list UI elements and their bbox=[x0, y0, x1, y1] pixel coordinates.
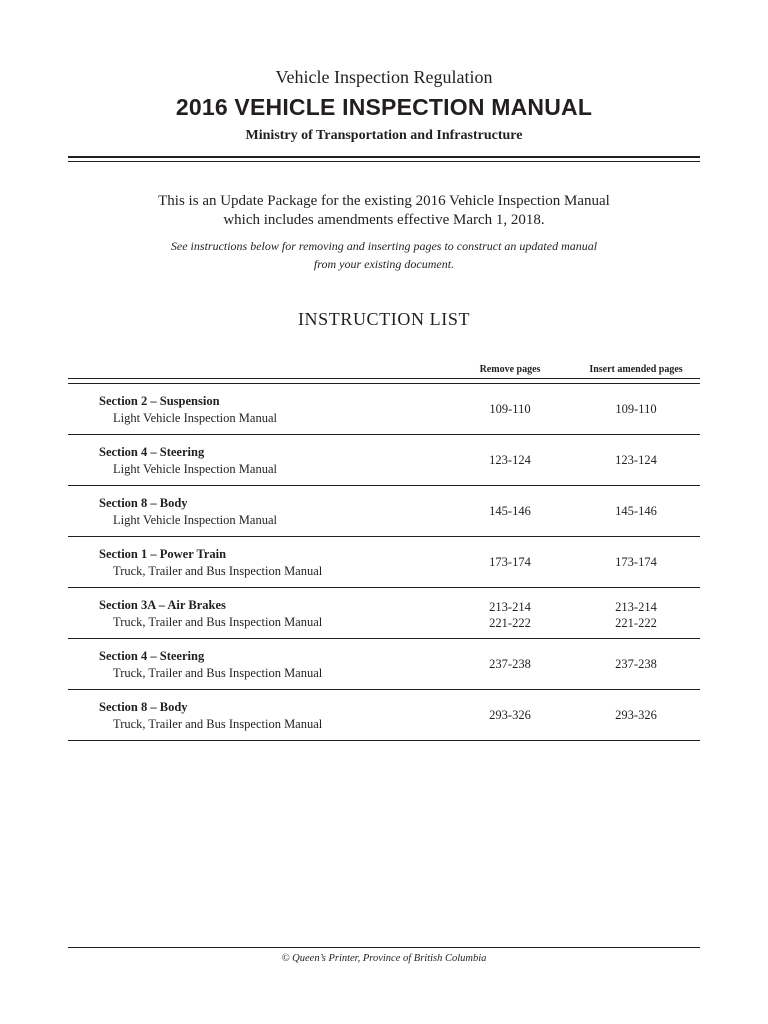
remove-pages-cell bbox=[460, 401, 560, 417]
copyright-footer: © Queen’s Printer, Province of British Columbia bbox=[281, 953, 487, 964]
remove-pages-cell bbox=[460, 554, 560, 570]
ministry-name: Ministry of Transportation and Infrastructure bbox=[245, 128, 523, 143]
manual-name: Truck, Trailer and Bus Inspection Manual bbox=[113, 717, 323, 731]
intro-line-2: which includes amendments effective March 1, 2018. bbox=[223, 212, 545, 228]
page-range: 213-214 bbox=[489, 600, 531, 614]
table-row bbox=[68, 486, 700, 537]
manual-name: Light Vehicle Inspection Manual bbox=[113, 462, 277, 476]
instructions-note-line-2: from your existing document. bbox=[313, 257, 455, 271]
table-row bbox=[68, 690, 700, 741]
insert-pages-cell bbox=[575, 656, 697, 672]
instructions-note-line-1: See instructions below for removing and inserting pages to construct an updated manual bbox=[170, 239, 598, 253]
manual-name: Light Vehicle Inspection Manual bbox=[113, 513, 277, 527]
section-name: Section 3A – Air Brakes bbox=[99, 598, 226, 612]
insert-pages-cell bbox=[575, 554, 697, 570]
header-divider-thin bbox=[68, 161, 700, 162]
page-range: 293-326 bbox=[615, 708, 657, 722]
page-range: 123-124 bbox=[489, 453, 531, 467]
page-range: 221-222 bbox=[615, 616, 657, 630]
section-name: Section 2 – Suspension bbox=[99, 394, 220, 408]
instruction-list-heading: INSTRUCTION LIST bbox=[297, 309, 471, 329]
table-row bbox=[68, 384, 700, 435]
section-name: Section 4 – Steering bbox=[99, 649, 205, 663]
footer-divider bbox=[68, 947, 700, 948]
remove-pages-cell bbox=[460, 599, 560, 631]
section-name: Section 1 – Power Train bbox=[99, 547, 227, 561]
page-range: 173-174 bbox=[489, 555, 531, 569]
page-range: 145-146 bbox=[489, 504, 531, 518]
page-range: 123-124 bbox=[615, 453, 657, 467]
page-range: 221-222 bbox=[489, 616, 531, 630]
table-row bbox=[68, 537, 700, 588]
page-range: 145-146 bbox=[615, 504, 657, 518]
manual-title: 2016 VEHICLE INSPECTION MANUAL bbox=[175, 94, 593, 120]
instruction-table bbox=[68, 384, 700, 741]
regulation-title: Vehicle Inspection Regulation bbox=[275, 67, 493, 87]
page-range: 293-326 bbox=[489, 708, 531, 722]
table-top-rule bbox=[68, 378, 700, 379]
table-row bbox=[68, 588, 700, 639]
insert-pages-column-header: Insert amended pages bbox=[589, 364, 683, 375]
manual-name: Truck, Trailer and Bus Inspection Manual bbox=[113, 615, 323, 629]
table-row bbox=[68, 435, 700, 486]
remove-pages-cell bbox=[460, 707, 560, 723]
intro-line-1: This is an Update Package for the existing 2016 Vehicle Inspection Manual bbox=[158, 193, 610, 209]
page-range: 109-110 bbox=[489, 402, 531, 416]
remove-pages-cell bbox=[460, 452, 560, 468]
page-range: 237-238 bbox=[615, 657, 657, 671]
section-name: Section 4 – Steering bbox=[99, 445, 205, 459]
remove-pages-cell bbox=[460, 503, 560, 519]
remove-pages-cell bbox=[460, 656, 560, 672]
section-name: Section 8 – Body bbox=[99, 700, 188, 714]
manual-name: Truck, Trailer and Bus Inspection Manual bbox=[113, 666, 323, 680]
page-range: 109-110 bbox=[615, 402, 657, 416]
insert-pages-cell bbox=[575, 599, 697, 631]
table-row bbox=[68, 639, 700, 690]
page-range: 237-238 bbox=[489, 657, 531, 671]
manual-name: Light Vehicle Inspection Manual bbox=[113, 411, 277, 425]
insert-pages-cell bbox=[575, 401, 697, 417]
remove-pages-column-header: Remove pages bbox=[479, 364, 541, 375]
insert-pages-cell bbox=[575, 503, 697, 519]
section-name: Section 8 – Body bbox=[99, 496, 188, 510]
insert-pages-cell bbox=[575, 452, 697, 468]
header-divider-thick bbox=[68, 156, 700, 158]
insert-pages-cell bbox=[575, 707, 697, 723]
page-range: 213-214 bbox=[615, 600, 657, 614]
manual-name: Truck, Trailer and Bus Inspection Manual bbox=[113, 564, 323, 578]
page-range: 173-174 bbox=[615, 555, 657, 569]
